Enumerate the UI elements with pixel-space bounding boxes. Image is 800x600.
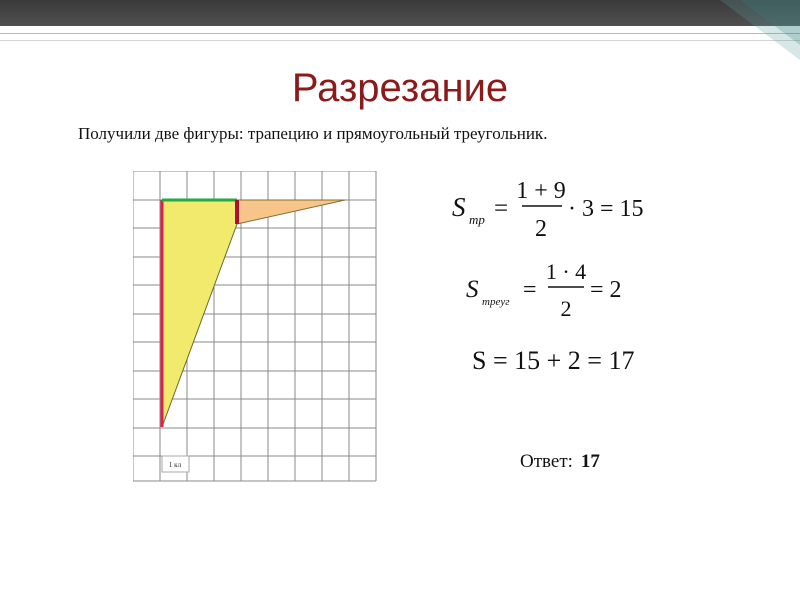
answer-value: 17 [580, 451, 600, 472]
svg-text:1 + 9: 1 + 9 [516, 178, 566, 204]
svg-text:S = 15 + 2 = 17: S = 15 + 2 = 17 [472, 346, 635, 375]
answer [520, 451, 600, 473]
svg-text:2: 2 [535, 216, 547, 242]
grid-scale-label: 1 кл [168, 461, 182, 469]
svg-text:тр: тр [469, 212, 485, 227]
svg-text:· 3 = 15: · 3 = 15 [568, 196, 644, 222]
svg-text:=: = [494, 195, 509, 222]
svg-text:S: S [466, 276, 479, 303]
formula-triangle [466, 255, 636, 327]
triangle-shape [237, 200, 345, 224]
slide-title: Разрезание [291, 66, 509, 110]
corner-decoration [720, 0, 800, 60]
divider-line [0, 33, 800, 34]
formula-total [470, 340, 660, 380]
svg-text:треуг: треуг [482, 296, 510, 308]
formula-trapezoid [450, 172, 650, 244]
svg-text:2: 2 [560, 296, 572, 321]
answer-label: Ответ: [520, 451, 573, 472]
top-bar [0, 0, 800, 26]
slide-subtitle: Получили две фигуры: трапецию и прямоугольный треугольник. [78, 124, 548, 143]
svg-text:S: S [452, 192, 466, 222]
svg-text:= 2: = 2 [590, 277, 622, 303]
grid-figure [133, 171, 377, 483]
svg-text:=: = [523, 277, 537, 303]
divider-line [0, 40, 800, 41]
svg-text:1 · 4: 1 · 4 [545, 259, 587, 284]
